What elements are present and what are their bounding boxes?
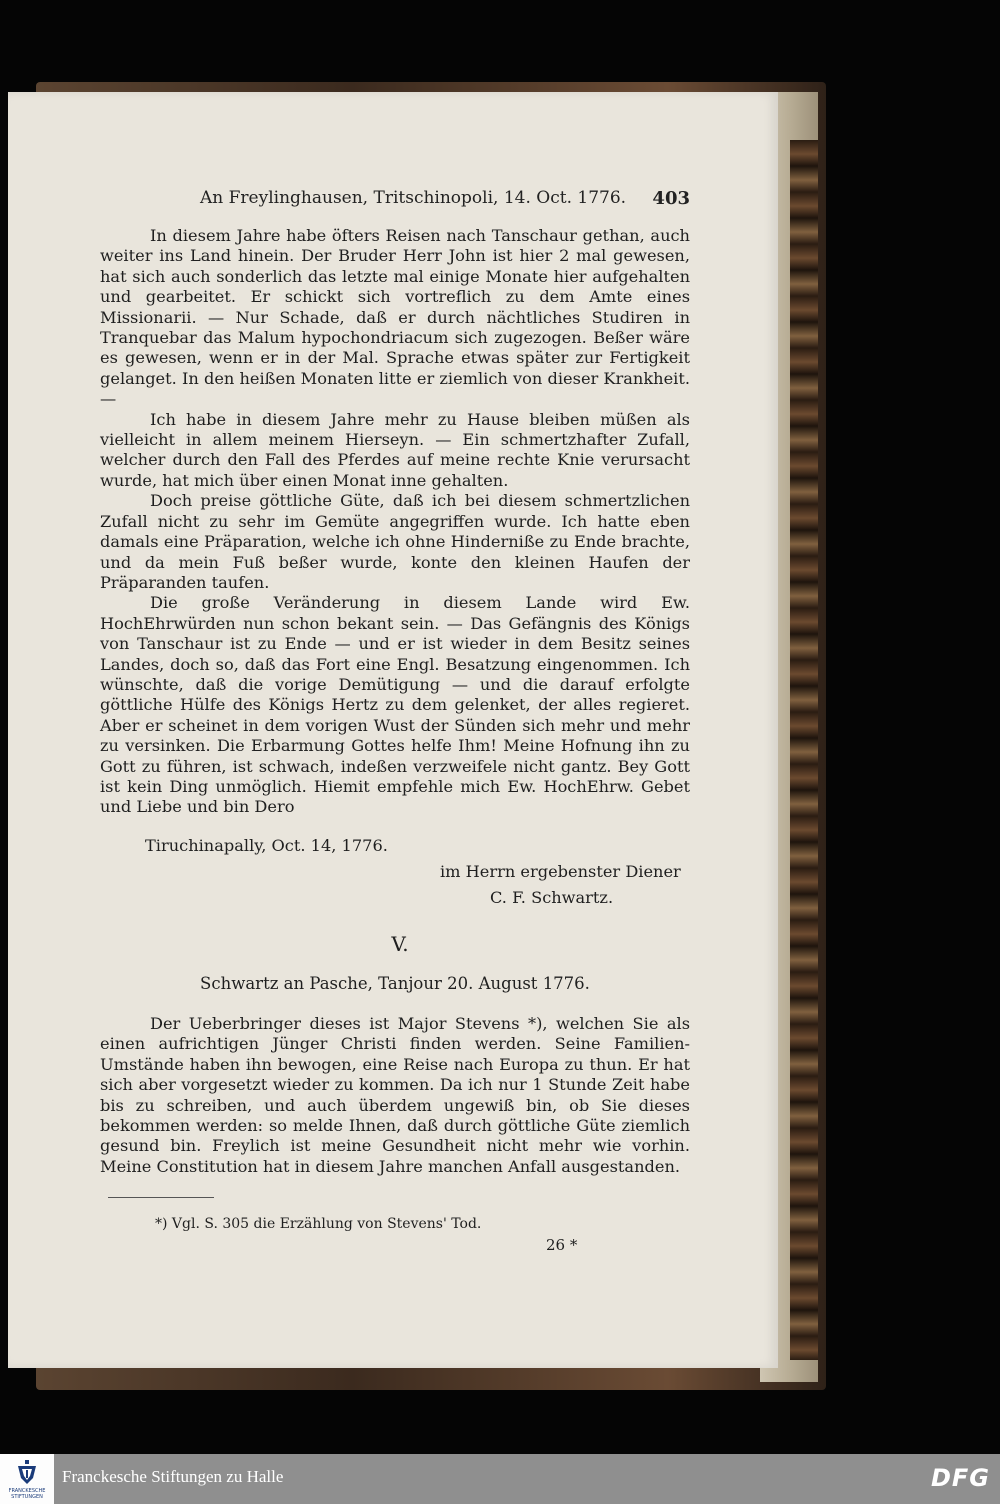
page-number: 403 (652, 188, 690, 209)
dfg-logo[interactable]: DFG (930, 1464, 990, 1492)
running-head (100, 188, 690, 214)
letter-2-body (100, 1014, 690, 1177)
paragraph: Die große Veränderung in diesem Lande wird Ew. HochEhrwürden nun schon bekant sein. — Das Gefängnis des Königs von Tanschaur ist zu Ende — und er ist wieder in dem Besitz seines Landes, doch so, daß das Fort eine Engl. Besatzung eingenommen. Ich wünschte, daß die vorige Demütigung — und die darauf erfolgte göttliche Hülfe des Königs Hertz zu dem gelenket, der alles regieret. Aber er scheinet in dem vorigen Wust der Sünden sich mehr und mehr zu versinken. Die Erbarmung Gottes helfe Ihm! Meine Hofnung ihn zu Gott zu führen, ist schwach, indeßen verzweifele nicht gantz. Bey Gott ist kein Ding unmöglich. Hiemit empfehle mich Ew. HochEhrw. Gebet und Liebe und bin Dero (100, 593, 690, 817)
eagle-logo-icon (16, 1460, 38, 1486)
running-head-title: An Freylinghausen, Tritschinopoli, 14. Oct. 1776. (200, 188, 627, 208)
footer-bar (0, 1454, 1000, 1504)
sheet-signature: 26 * (546, 1236, 578, 1254)
letter-2-heading: Schwartz an Pasche, Tanjour 20. August 1776. (200, 974, 590, 993)
institution-name[interactable]: Franckesche Stiftungen zu Halle (62, 1467, 284, 1486)
cover-edge (790, 140, 818, 1360)
section-numeral: V. (391, 932, 409, 956)
logo-caption: FRANCKESCHE STIFTUNGEN (8, 1488, 46, 1500)
closing-formula: im Herrn ergebenster Diener (440, 862, 681, 881)
letter-1-body (100, 226, 690, 818)
paragraph: Doch preise göttliche Güte, daß ich bei diesem schmertzlichen Zufall nicht zu sehr im Gemüte angegriffen wurde. Ich hatte eben damals eine Präparation, welche ich ohne Hindernißе zu Ende brachte, und da mein Fuß beßer wurde, konte den kleinen Haufen der Präparanden taufen. (100, 491, 690, 592)
footnote: *) Vgl. S. 305 die Erzählung von Stevens' Tod. (155, 1216, 482, 1232)
institution-logo[interactable] (0, 1454, 54, 1504)
letter-signature: C. F. Schwartz. (490, 888, 614, 907)
paragraph: Der Ueberbringer dieses ist Major Stevens *), welchen Sie als einen aufrichtigen Jünger Christi finden werden. Seine Familien-Umstände haben ihn bewogen, eine Reise nach Europa zu thun. Er hat sich aber vorgesetzt wieder zu kommen. Da ich nur 1 Stunde Zeit habe bis zu schreiben, und auch überdem ungewiß bin, ob Sie dieses bekommen werden: so melde Ihnen, daß durch göttliche Güte ziemlich gesund bin. Freylich ist meine Gesundheit nicht mehr wie vorhin. Meine Constitution hat in diesem Jahre manchen Anfall ausgestanden. (100, 1014, 690, 1176)
footnote-rule (108, 1197, 214, 1198)
paragraph: Ich habe in diesem Jahre mehr zu Hause bleiben müßen als vielleicht in allem meinem Hierseyn. — Ein schmertzhafter Zufall, welcher durch den Fall des Pferdes auf meine rechte Knie verursacht wurde, hat mich über einen Monat inne gehalten. (100, 409, 690, 490)
paragraph: In diesem Jahre habe öfters Reisen nach Tanschaur gethan, auch weiter ins Land hinein. Der Bruder Herr John ist hier 2 mal gewesen, hat sich auch sonderlich das letzte mal einige Monate hier aufgehalten und gearbeitet. Er schickt sich vortreflich zu dem Amte eines Missionarii. — Nur Schade, daß er durch nächtliches Studiren in Tranquebar das Malum hypochondriacum sich zugezogen. Beßer wäre es gewesen, wenn er in der Mal. Sprache etwas später zur Fertigkeit gelanget. In den heißen Monaten litte er ziemlich von dieser Krankheit. — (100, 226, 690, 409)
place-date: Tiruchinapally, Oct. 14, 1776. (145, 836, 388, 855)
